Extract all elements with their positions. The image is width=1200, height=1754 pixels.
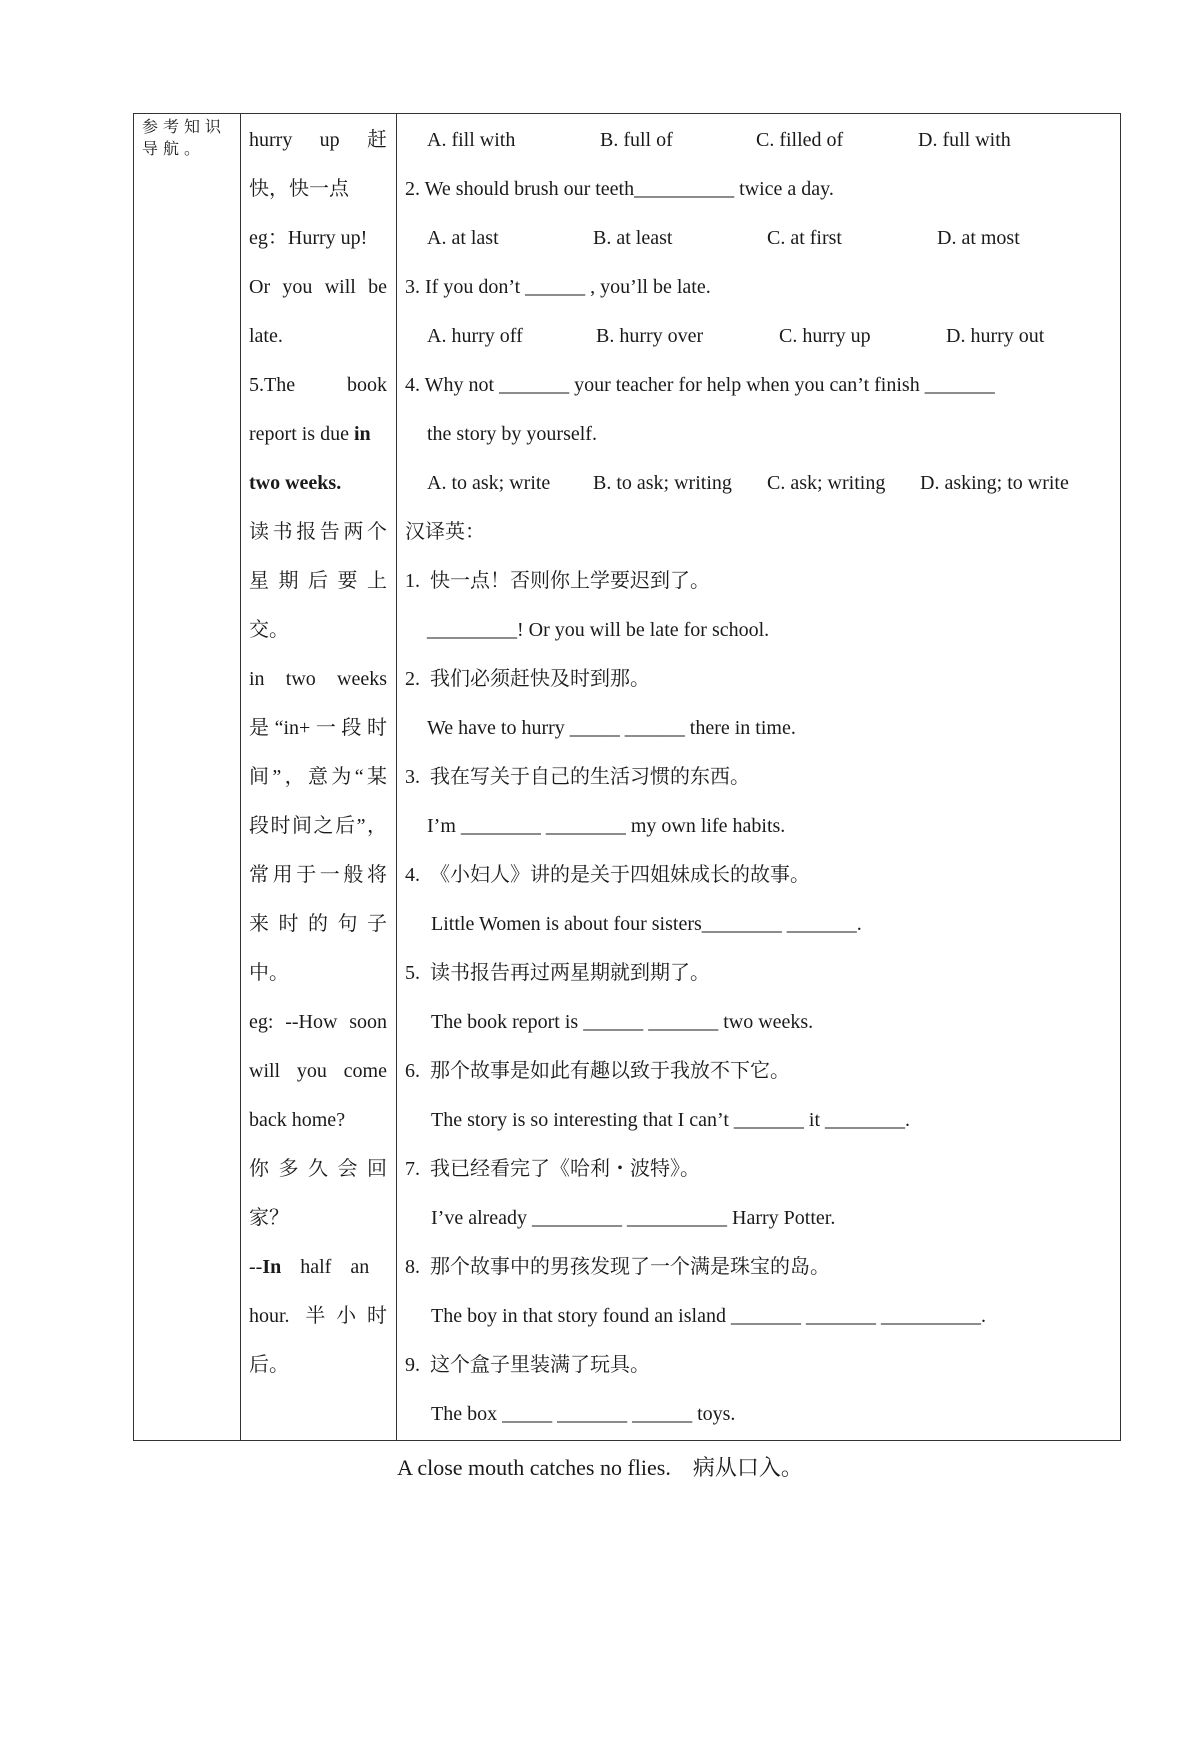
question-2: 2. We should brush our teeth__________ twice a day. [405,178,834,200]
note-text: half an [281,1256,370,1278]
note-bold-text: In [262,1256,282,1278]
note-line: eg: --How soon [249,1011,387,1033]
note-text: report is due [249,423,354,445]
q4-option-d: D. asking; to write [920,472,1069,494]
translation-4-english: Little Women is about four sisters________ _______. [431,913,862,935]
note-line: eg：Hurry up! [249,227,368,249]
translation-5-chinese: 5. 读书报告再过两星期就到期了。 [405,962,710,984]
q2-option-b: B. at least [593,227,673,249]
translation-6-chinese: 6. 那个故事是如此有趣以致于我放不下它。 [405,1060,790,1082]
q3-option-d: D. hurry out [946,325,1045,347]
reference-column [134,114,241,1440]
translation-6-english: The story is so interesting that I can’t _______ it ________. [431,1109,911,1131]
note-line: will you come [249,1060,387,1082]
question-3: 3. If you don’t ______ , you’ll be late. [405,276,711,298]
note-line: hour. 半小时 [249,1305,387,1327]
translation-1-chinese: 1. 快一点！否则你上学要迟到了。 [405,570,710,592]
note-line: 读书报告两个 [249,521,387,543]
translation-9-chinese: 9. 这个盒子里装满了玩具。 [405,1354,650,1376]
translation-3-chinese: 3. 我在写关于自己的生活习惯的东西。 [405,766,750,788]
note-line: two weeks. [249,472,342,494]
translation-5-english: The book report is ______ _______ two weeks. [431,1011,814,1033]
q2-option-d: D. at most [937,227,1020,249]
q1-option-a: A. fill with [427,129,516,151]
note-text: -- [249,1256,263,1278]
translation-9-english: The box _____ _______ ______ toys. [431,1403,736,1425]
translation-8-english: The boy in that story found an island _______ _______ __________. [431,1305,986,1327]
q4-option-b: B. to ask; writing [593,472,732,494]
reference-label: 参考知识导航。 [142,119,227,158]
note-line: 家？ [249,1207,289,1229]
notes-column [241,114,397,1440]
note-line: 星期后要上 [249,570,387,592]
note-line [249,421,387,447]
note-bold-text: in [353,423,371,445]
translation-7-english: I’ve already _________ __________ Harry Potter. [431,1207,836,1229]
note-line [249,1254,387,1280]
q2-option-c: C. at first [767,227,842,249]
translation-3-english: I’m ________ ________ my own life habits. [427,815,786,837]
q3-option-a: A. hurry off [427,325,523,347]
q2-option-a: A. at last [427,227,499,249]
translation-7-chinese: 7. 我已经看完了《哈利・波特》。 [405,1158,700,1180]
note-line: 常用于一般将 [249,864,387,886]
exercise-column [397,114,1120,1440]
translation-2-chinese: 2. 我们必须赶快及时到那。 [405,668,650,690]
note-line: 你多久会回 [249,1158,387,1180]
question-4-continued: the story by yourself. [427,423,597,445]
note-line: 5.The book [249,374,387,396]
note-line: 间”，意为“某 [249,766,387,788]
section-heading: 汉译英： [405,521,485,543]
q1-option-b: B. full of [600,129,673,151]
note-line: 后。 [249,1354,289,1376]
note-line: 交。 [249,619,289,641]
note-line: 快，快一点 [249,178,349,200]
translation-8-chinese: 8. 那个故事中的男孩发现了一个满是珠宝的岛。 [405,1256,830,1278]
translation-1-english: _________! Or you will be late for school. [427,619,770,641]
q4-option-a: A. to ask; write [427,472,551,494]
q1-option-d: D. full with [918,129,1011,151]
question-4: 4. Why not _______ your teacher for help when you can’t finish _______ [405,374,995,396]
note-line: 来时的句子 [249,913,387,935]
worksheet-table [133,113,1121,1441]
note-line: Or you will be [249,276,387,298]
proverb-footer: A close mouth catches no flies. 病从口入。 [397,1455,803,1480]
note-line: in two weeks [249,668,387,690]
note-line: 段时间之后”， [249,815,387,837]
q4-option-c: C. ask; writing [767,472,886,494]
q3-option-c: C. hurry up [779,325,871,347]
note-line: late. [249,325,283,347]
translation-2-english: We have to hurry _____ ______ there in time. [427,717,796,739]
note-line: 是“in+一段时 [249,717,387,739]
note-line: hurry up 赶 [249,129,387,151]
translation-4-chinese: 4. 《小妇人》讲的是关于四姐妹成长的故事。 [405,864,810,886]
note-line: back home? [249,1109,346,1131]
note-line: 中。 [249,962,289,984]
q3-option-b: B. hurry over [596,325,704,347]
q1-option-c: C. filled of [756,129,844,151]
